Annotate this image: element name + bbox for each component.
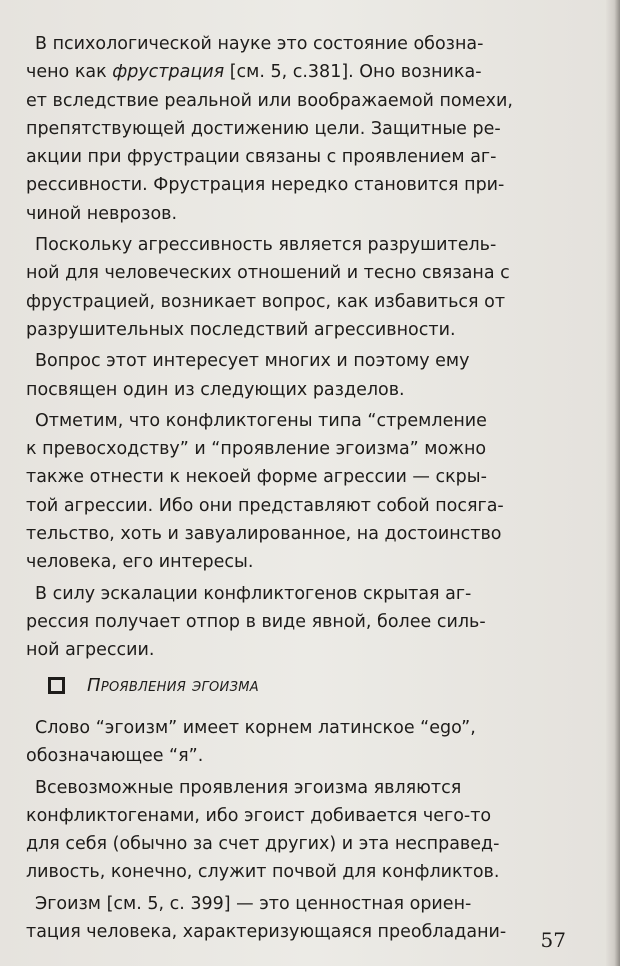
text-line: также отнести к некоей форме агрессии — скры- [26,467,487,488]
text-line: ной для человеческих отношений и тесно связана с [26,263,510,284]
text-line [26,58,548,86]
page-edge-shadow [606,0,620,966]
text-line: посвящен один из следующих разделов. [26,379,405,400]
text-line: чиной неврозов. [26,203,178,224]
section-heading [48,670,508,700]
text-line: рессия получает отпор в виде явной, более силь- [26,611,486,632]
text-line: Всевозможные проявления эгоизма являются [35,777,462,798]
text-line: тация человека, характеризующаяся преобладани- [26,922,507,943]
term-italic: фрустрация [112,62,225,83]
text-line: той агрессии. Ибо они представляют собой посяга- [26,495,504,516]
body-text [26,30,548,665]
text-line: ет вследствие реальной или воображаемой помехи, [26,90,513,111]
text-line: ной агрессии. [26,640,155,661]
text-line: препятствующей достижению цели. Защитные ре- [26,118,501,139]
text-line: человека, его интересы. [26,552,254,573]
text-line: фрустрацией, возникает вопрос, как избавиться от [26,291,506,312]
section-text [26,714,548,946]
text-line: Поскольку агрессивность является разрушитель- [35,235,497,256]
text-line: разрушительных последствий агрессивности. [26,319,456,340]
section-title: Проявления эгоизма [87,674,259,696]
text-line: В силу эскалации конфликтогенов скрытая аг- [35,583,472,604]
text-line: рессивности. Фрустрация нередко становится при- [26,175,505,196]
text-line: акции при фрустрации связаны с проявлением аг- [26,147,497,168]
text-fragment: чено как [26,62,113,83]
text-line: Слово “эгоизм” имеет корнем латинское “ego”, [35,718,476,738]
text-line: ливость, конечно, служит почвой для конфликтов. [26,862,500,883]
text-line: для себя (обычно за счет других) и эта несправед- [26,834,500,855]
text-fragment: [см. 5, с.381]. Оно возника- [224,62,482,83]
text-line: В психологической науке это состояние обозна- [35,34,484,54]
text-line: Вопрос этот интересует многих и поэтому ему [35,351,470,372]
text-line: обозначающее “я”. [26,746,204,767]
text-line: Отметим, что конфликтогены типа “стремление [35,410,487,431]
text-line: тельство, хоть и завуалированное, на достоинство [26,524,502,545]
page-number: 57 [540,928,566,952]
text-line: к превосходству” и “проявление эгоизма” можно [26,439,487,460]
text-line: конфликтогенами, ибо эгоист добивается чего-то [26,805,492,826]
text-line: Эгоизм [см. 5, с. 399] — это ценностная ориен- [35,893,472,914]
square-bullet-icon [48,677,65,694]
